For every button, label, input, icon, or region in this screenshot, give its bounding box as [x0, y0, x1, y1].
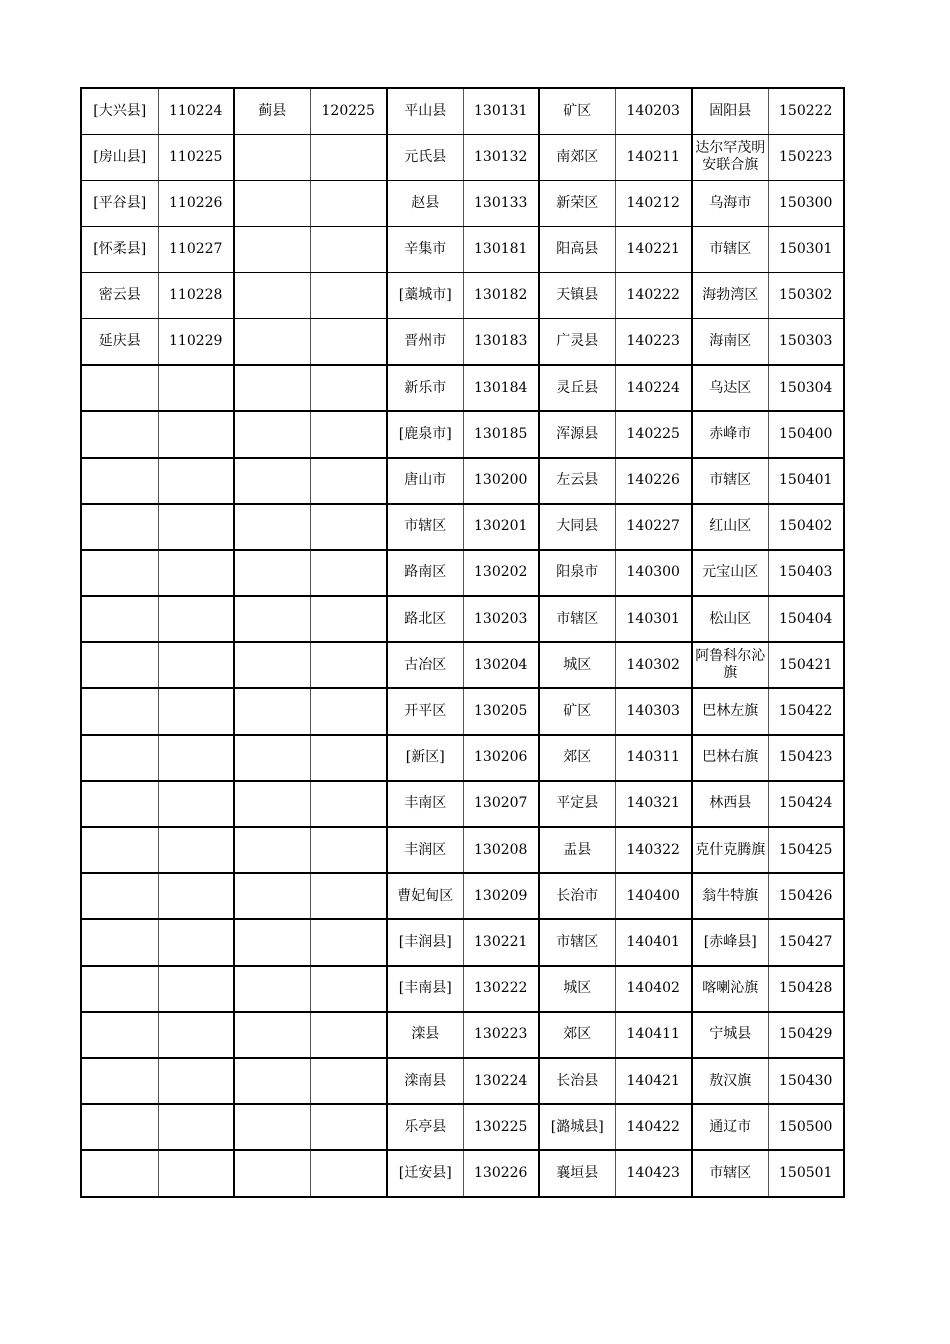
cell-code-group-3: 130133 [463, 180, 539, 226]
cell-name-group-2 [234, 180, 310, 226]
cell-name-group-1: 延庆县 [81, 319, 158, 365]
cell-name-group-1: [房山县] [81, 134, 158, 180]
cell-code-group-2 [310, 735, 387, 781]
cell-code-group-1 [158, 411, 234, 457]
table-row [81, 458, 844, 504]
table-row [81, 365, 844, 411]
cell-code-group-4: 140223 [615, 319, 692, 365]
table-row [81, 919, 844, 965]
cell-name-group-1 [81, 1058, 158, 1104]
cell-name-group-1 [81, 827, 158, 873]
cell-name-group-2 [234, 596, 310, 642]
cell-name-group-4: 广灵县 [539, 319, 615, 365]
cell-name-group-3: [藁城市] [387, 273, 463, 319]
table-row [81, 134, 844, 180]
cell-name-group-2 [234, 919, 310, 965]
cell-code-group-2 [310, 781, 387, 827]
cell-name-group-5: 通辽市 [692, 1104, 768, 1150]
cell-name-group-5: 巴林右旗 [692, 735, 768, 781]
table-row [81, 88, 844, 134]
cell-code-group-1: 110229 [158, 319, 234, 365]
cell-code-group-4: 140302 [615, 642, 692, 688]
cell-code-group-5: 150428 [768, 966, 844, 1012]
cell-code-group-3: 130221 [463, 919, 539, 965]
cell-name-group-1 [81, 365, 158, 411]
table-row [81, 180, 844, 226]
cell-name-group-4: 南郊区 [539, 134, 615, 180]
cell-code-group-2 [310, 596, 387, 642]
table-row [81, 596, 844, 642]
cell-name-group-2 [234, 1012, 310, 1058]
cell-name-group-4: 阳高县 [539, 227, 615, 273]
cell-name-group-4: 市辖区 [539, 919, 615, 965]
table-row [81, 1150, 844, 1196]
cell-name-group-3: 曹妃甸区 [387, 873, 463, 919]
cell-name-group-3: [鹿泉市] [387, 411, 463, 457]
cell-code-group-2 [310, 1150, 387, 1196]
cell-code-group-1: 110228 [158, 273, 234, 319]
cell-name-group-5: 赤峰市 [692, 411, 768, 457]
cell-name-group-5: 海南区 [692, 319, 768, 365]
cell-name-group-2 [234, 134, 310, 180]
cell-code-group-4: 140311 [615, 735, 692, 781]
cell-code-group-4: 140421 [615, 1058, 692, 1104]
cell-code-group-3: 130184 [463, 365, 539, 411]
cell-code-group-5: 150404 [768, 596, 844, 642]
cell-code-group-3: 130131 [463, 88, 539, 134]
cell-name-group-1 [81, 642, 158, 688]
cell-name-group-5: 阿鲁科尔沁旗 [692, 642, 768, 688]
cell-code-group-2 [310, 319, 387, 365]
cell-name-group-1: [平谷县] [81, 180, 158, 226]
cell-name-group-1 [81, 550, 158, 596]
cell-code-group-4: 140401 [615, 919, 692, 965]
cell-code-group-2 [310, 688, 387, 734]
cell-name-group-5: 市辖区 [692, 458, 768, 504]
cell-code-group-3: 130202 [463, 550, 539, 596]
cell-code-group-5: 150402 [768, 504, 844, 550]
cell-code-group-1: 110226 [158, 180, 234, 226]
table-body [81, 88, 844, 1197]
cell-name-group-4: 灵丘县 [539, 365, 615, 411]
cell-code-group-5: 150424 [768, 781, 844, 827]
cell-code-group-2 [310, 365, 387, 411]
cell-code-group-1 [158, 1058, 234, 1104]
cell-name-group-1 [81, 688, 158, 734]
cell-name-group-2 [234, 411, 310, 457]
cell-code-group-5: 150301 [768, 227, 844, 273]
cell-code-group-5: 150223 [768, 134, 844, 180]
cell-code-group-3: 130225 [463, 1104, 539, 1150]
cell-code-group-1 [158, 827, 234, 873]
cell-name-group-2 [234, 735, 310, 781]
cell-code-group-3: 130222 [463, 966, 539, 1012]
cell-code-group-4: 140422 [615, 1104, 692, 1150]
cell-code-group-1 [158, 642, 234, 688]
cell-name-group-1 [81, 596, 158, 642]
cell-code-group-2 [310, 227, 387, 273]
cell-name-group-1: [怀柔县] [81, 227, 158, 273]
cell-name-group-1 [81, 966, 158, 1012]
cell-code-group-4: 140226 [615, 458, 692, 504]
cell-name-group-5: 翁牛特旗 [692, 873, 768, 919]
cell-name-group-2 [234, 365, 310, 411]
cell-name-group-1 [81, 458, 158, 504]
cell-code-group-4: 140303 [615, 688, 692, 734]
cell-name-group-1 [81, 781, 158, 827]
table-row [81, 735, 844, 781]
table-row [81, 642, 844, 688]
cell-code-group-4: 140225 [615, 411, 692, 457]
cell-name-group-4: 郊区 [539, 735, 615, 781]
cell-name-group-1 [81, 411, 158, 457]
cell-name-group-5: 宁城县 [692, 1012, 768, 1058]
cell-code-group-1 [158, 596, 234, 642]
cell-name-group-5: 固阳县 [692, 88, 768, 134]
cell-code-group-5: 150500 [768, 1104, 844, 1150]
cell-code-group-3: 130182 [463, 273, 539, 319]
cell-name-group-4: 浑源县 [539, 411, 615, 457]
cell-code-group-2 [310, 273, 387, 319]
cell-code-group-1 [158, 966, 234, 1012]
cell-code-group-5: 150430 [768, 1058, 844, 1104]
cell-code-group-1 [158, 504, 234, 550]
cell-code-group-5: 150302 [768, 273, 844, 319]
cell-name-group-2 [234, 781, 310, 827]
cell-code-group-3: 130181 [463, 227, 539, 273]
cell-name-group-5: 乌海市 [692, 180, 768, 226]
cell-code-group-4: 140222 [615, 273, 692, 319]
cell-code-group-4: 140212 [615, 180, 692, 226]
cell-name-group-3: 赵县 [387, 180, 463, 226]
cell-name-group-1 [81, 1104, 158, 1150]
cell-code-group-5: 150425 [768, 827, 844, 873]
cell-name-group-2 [234, 642, 310, 688]
cell-code-group-3: 130223 [463, 1012, 539, 1058]
cell-name-group-2 [234, 688, 310, 734]
cell-code-group-5: 150304 [768, 365, 844, 411]
cell-name-group-5: 红山区 [692, 504, 768, 550]
table-row [81, 827, 844, 873]
cell-code-group-5: 150222 [768, 88, 844, 134]
cell-code-group-1: 110227 [158, 227, 234, 273]
cell-code-group-3: 130209 [463, 873, 539, 919]
cell-name-group-1 [81, 919, 158, 965]
cell-name-group-5: 海勃湾区 [692, 273, 768, 319]
cell-name-group-2 [234, 873, 310, 919]
cell-name-group-4: 新荣区 [539, 180, 615, 226]
cell-code-group-2 [310, 550, 387, 596]
cell-name-group-1 [81, 735, 158, 781]
cell-code-group-2 [310, 966, 387, 1012]
cell-code-group-5: 150429 [768, 1012, 844, 1058]
cell-code-group-4: 140221 [615, 227, 692, 273]
cell-name-group-5: 乌达区 [692, 365, 768, 411]
cell-name-group-5: 敖汉旗 [692, 1058, 768, 1104]
cell-code-group-5: 150422 [768, 688, 844, 734]
cell-name-group-4: 左云县 [539, 458, 615, 504]
cell-name-group-3: 市辖区 [387, 504, 463, 550]
cell-name-group-2 [234, 273, 310, 319]
cell-name-group-1: 密云县 [81, 273, 158, 319]
cell-code-group-4: 140402 [615, 966, 692, 1012]
cell-code-group-3: 130208 [463, 827, 539, 873]
cell-code-group-4: 140224 [615, 365, 692, 411]
cell-code-group-2: 120225 [310, 88, 387, 134]
cell-name-group-3: 路南区 [387, 550, 463, 596]
cell-name-group-3: 新乐市 [387, 365, 463, 411]
cell-name-group-5: 元宝山区 [692, 550, 768, 596]
cell-name-group-3: 平山县 [387, 88, 463, 134]
cell-name-group-4: 矿区 [539, 88, 615, 134]
table-row [81, 550, 844, 596]
cell-name-group-4: 襄垣县 [539, 1150, 615, 1196]
cell-name-group-4: 城区 [539, 966, 615, 1012]
cell-name-group-5: 林西县 [692, 781, 768, 827]
cell-name-group-3: 路北区 [387, 596, 463, 642]
cell-code-group-4: 140322 [615, 827, 692, 873]
cell-code-group-1 [158, 919, 234, 965]
cell-code-group-5: 150401 [768, 458, 844, 504]
cell-code-group-4: 140300 [615, 550, 692, 596]
cell-name-group-1 [81, 1150, 158, 1196]
cell-name-group-3: 乐亭县 [387, 1104, 463, 1150]
cell-name-group-2 [234, 227, 310, 273]
cell-code-group-5: 150421 [768, 642, 844, 688]
cell-code-group-1 [158, 550, 234, 596]
cell-name-group-3: 开平区 [387, 688, 463, 734]
cell-code-group-1 [158, 781, 234, 827]
cell-name-group-1 [81, 504, 158, 550]
cell-name-group-3: [迁安县] [387, 1150, 463, 1196]
cell-name-group-4: [潞城县] [539, 1104, 615, 1150]
table-row [81, 688, 844, 734]
cell-code-group-3: 130185 [463, 411, 539, 457]
cell-name-group-3: 唐山市 [387, 458, 463, 504]
cell-code-group-3: 130200 [463, 458, 539, 504]
cell-name-group-4: 大同县 [539, 504, 615, 550]
region-code-table [80, 87, 845, 1198]
cell-code-group-1: 110224 [158, 88, 234, 134]
cell-code-group-2 [310, 919, 387, 965]
cell-code-group-1: 110225 [158, 134, 234, 180]
cell-code-group-1 [158, 1150, 234, 1196]
cell-code-group-2 [310, 642, 387, 688]
cell-code-group-2 [310, 411, 387, 457]
cell-name-group-4: 阳泉市 [539, 550, 615, 596]
cell-code-group-4: 140423 [615, 1150, 692, 1196]
cell-name-group-3: 滦县 [387, 1012, 463, 1058]
cell-name-group-5: 克什克腾旗 [692, 827, 768, 873]
cell-name-group-2: 蓟县 [234, 88, 310, 134]
cell-code-group-5: 150303 [768, 319, 844, 365]
cell-name-group-1 [81, 1012, 158, 1058]
cell-code-group-3: 130226 [463, 1150, 539, 1196]
cell-name-group-3: 丰润区 [387, 827, 463, 873]
cell-name-group-2 [234, 550, 310, 596]
cell-name-group-3: [丰润县] [387, 919, 463, 965]
cell-name-group-4: 长治县 [539, 1058, 615, 1104]
cell-name-group-4: 平定县 [539, 781, 615, 827]
cell-name-group-3: 辛集市 [387, 227, 463, 273]
cell-code-group-3: 130183 [463, 319, 539, 365]
cell-code-group-1 [158, 365, 234, 411]
cell-code-group-3: 130132 [463, 134, 539, 180]
cell-code-group-2 [310, 504, 387, 550]
table-row [81, 319, 844, 365]
cell-code-group-5: 150427 [768, 919, 844, 965]
cell-name-group-5: [赤峰县] [692, 919, 768, 965]
cell-code-group-1 [158, 1012, 234, 1058]
cell-name-group-2 [234, 827, 310, 873]
cell-name-group-4: 天镇县 [539, 273, 615, 319]
cell-code-group-2 [310, 1104, 387, 1150]
table-row [81, 1058, 844, 1104]
cell-name-group-4: 市辖区 [539, 596, 615, 642]
cell-name-group-3: 元氏县 [387, 134, 463, 180]
cell-code-group-4: 140211 [615, 134, 692, 180]
cell-name-group-2 [234, 966, 310, 1012]
cell-code-group-4: 140400 [615, 873, 692, 919]
cell-code-group-2 [310, 180, 387, 226]
cell-code-group-3: 130207 [463, 781, 539, 827]
cell-code-group-4: 140301 [615, 596, 692, 642]
table-row [81, 781, 844, 827]
cell-code-group-3: 130224 [463, 1058, 539, 1104]
cell-code-group-2 [310, 873, 387, 919]
cell-code-group-2 [310, 1012, 387, 1058]
cell-code-group-3: 130206 [463, 735, 539, 781]
cell-name-group-3: [新区] [387, 735, 463, 781]
cell-code-group-4: 140227 [615, 504, 692, 550]
cell-code-group-4: 140411 [615, 1012, 692, 1058]
cell-name-group-4: 城区 [539, 642, 615, 688]
cell-code-group-5: 150403 [768, 550, 844, 596]
cell-name-group-5: 松山区 [692, 596, 768, 642]
cell-code-group-2 [310, 1058, 387, 1104]
cell-name-group-4: 郊区 [539, 1012, 615, 1058]
cell-code-group-5: 150426 [768, 873, 844, 919]
cell-code-group-3: 130203 [463, 596, 539, 642]
cell-code-group-2 [310, 827, 387, 873]
table-row [81, 966, 844, 1012]
cell-name-group-4: 盂县 [539, 827, 615, 873]
cell-name-group-3: 滦南县 [387, 1058, 463, 1104]
cell-code-group-5: 150400 [768, 411, 844, 457]
cell-name-group-2 [234, 1104, 310, 1150]
cell-code-group-5: 150423 [768, 735, 844, 781]
cell-name-group-3: 晋州市 [387, 319, 463, 365]
cell-name-group-5: 市辖区 [692, 227, 768, 273]
cell-code-group-5: 150300 [768, 180, 844, 226]
table-row [81, 1104, 844, 1150]
cell-name-group-4: 矿区 [539, 688, 615, 734]
cell-name-group-5: 巴林左旗 [692, 688, 768, 734]
cell-code-group-3: 130205 [463, 688, 539, 734]
cell-code-group-1 [158, 873, 234, 919]
cell-code-group-3: 130201 [463, 504, 539, 550]
cell-name-group-5: 喀喇沁旗 [692, 966, 768, 1012]
cell-name-group-3: [丰南县] [387, 966, 463, 1012]
cell-name-group-2 [234, 458, 310, 504]
cell-name-group-2 [234, 504, 310, 550]
table-row [81, 1012, 844, 1058]
cell-code-group-2 [310, 458, 387, 504]
cell-name-group-5: 市辖区 [692, 1150, 768, 1196]
cell-name-group-2 [234, 1150, 310, 1196]
cell-name-group-5: 达尔罕茂明安联合旗 [692, 134, 768, 180]
cell-name-group-2 [234, 319, 310, 365]
cell-name-group-1 [81, 873, 158, 919]
cell-name-group-3: 古冶区 [387, 642, 463, 688]
cell-name-group-4: 长治市 [539, 873, 615, 919]
table-row [81, 227, 844, 273]
cell-code-group-4: 140203 [615, 88, 692, 134]
cell-code-group-3: 130204 [463, 642, 539, 688]
table-row [81, 273, 844, 319]
cell-code-group-1 [158, 458, 234, 504]
cell-code-group-1 [158, 688, 234, 734]
cell-name-group-1: [大兴县] [81, 88, 158, 134]
table-row [81, 873, 844, 919]
cell-name-group-2 [234, 1058, 310, 1104]
cell-code-group-1 [158, 735, 234, 781]
cell-code-group-4: 140321 [615, 781, 692, 827]
cell-code-group-5: 150501 [768, 1150, 844, 1196]
table-row [81, 504, 844, 550]
cell-code-group-1 [158, 1104, 234, 1150]
table-row [81, 411, 844, 457]
cell-name-group-3: 丰南区 [387, 781, 463, 827]
cell-code-group-2 [310, 134, 387, 180]
